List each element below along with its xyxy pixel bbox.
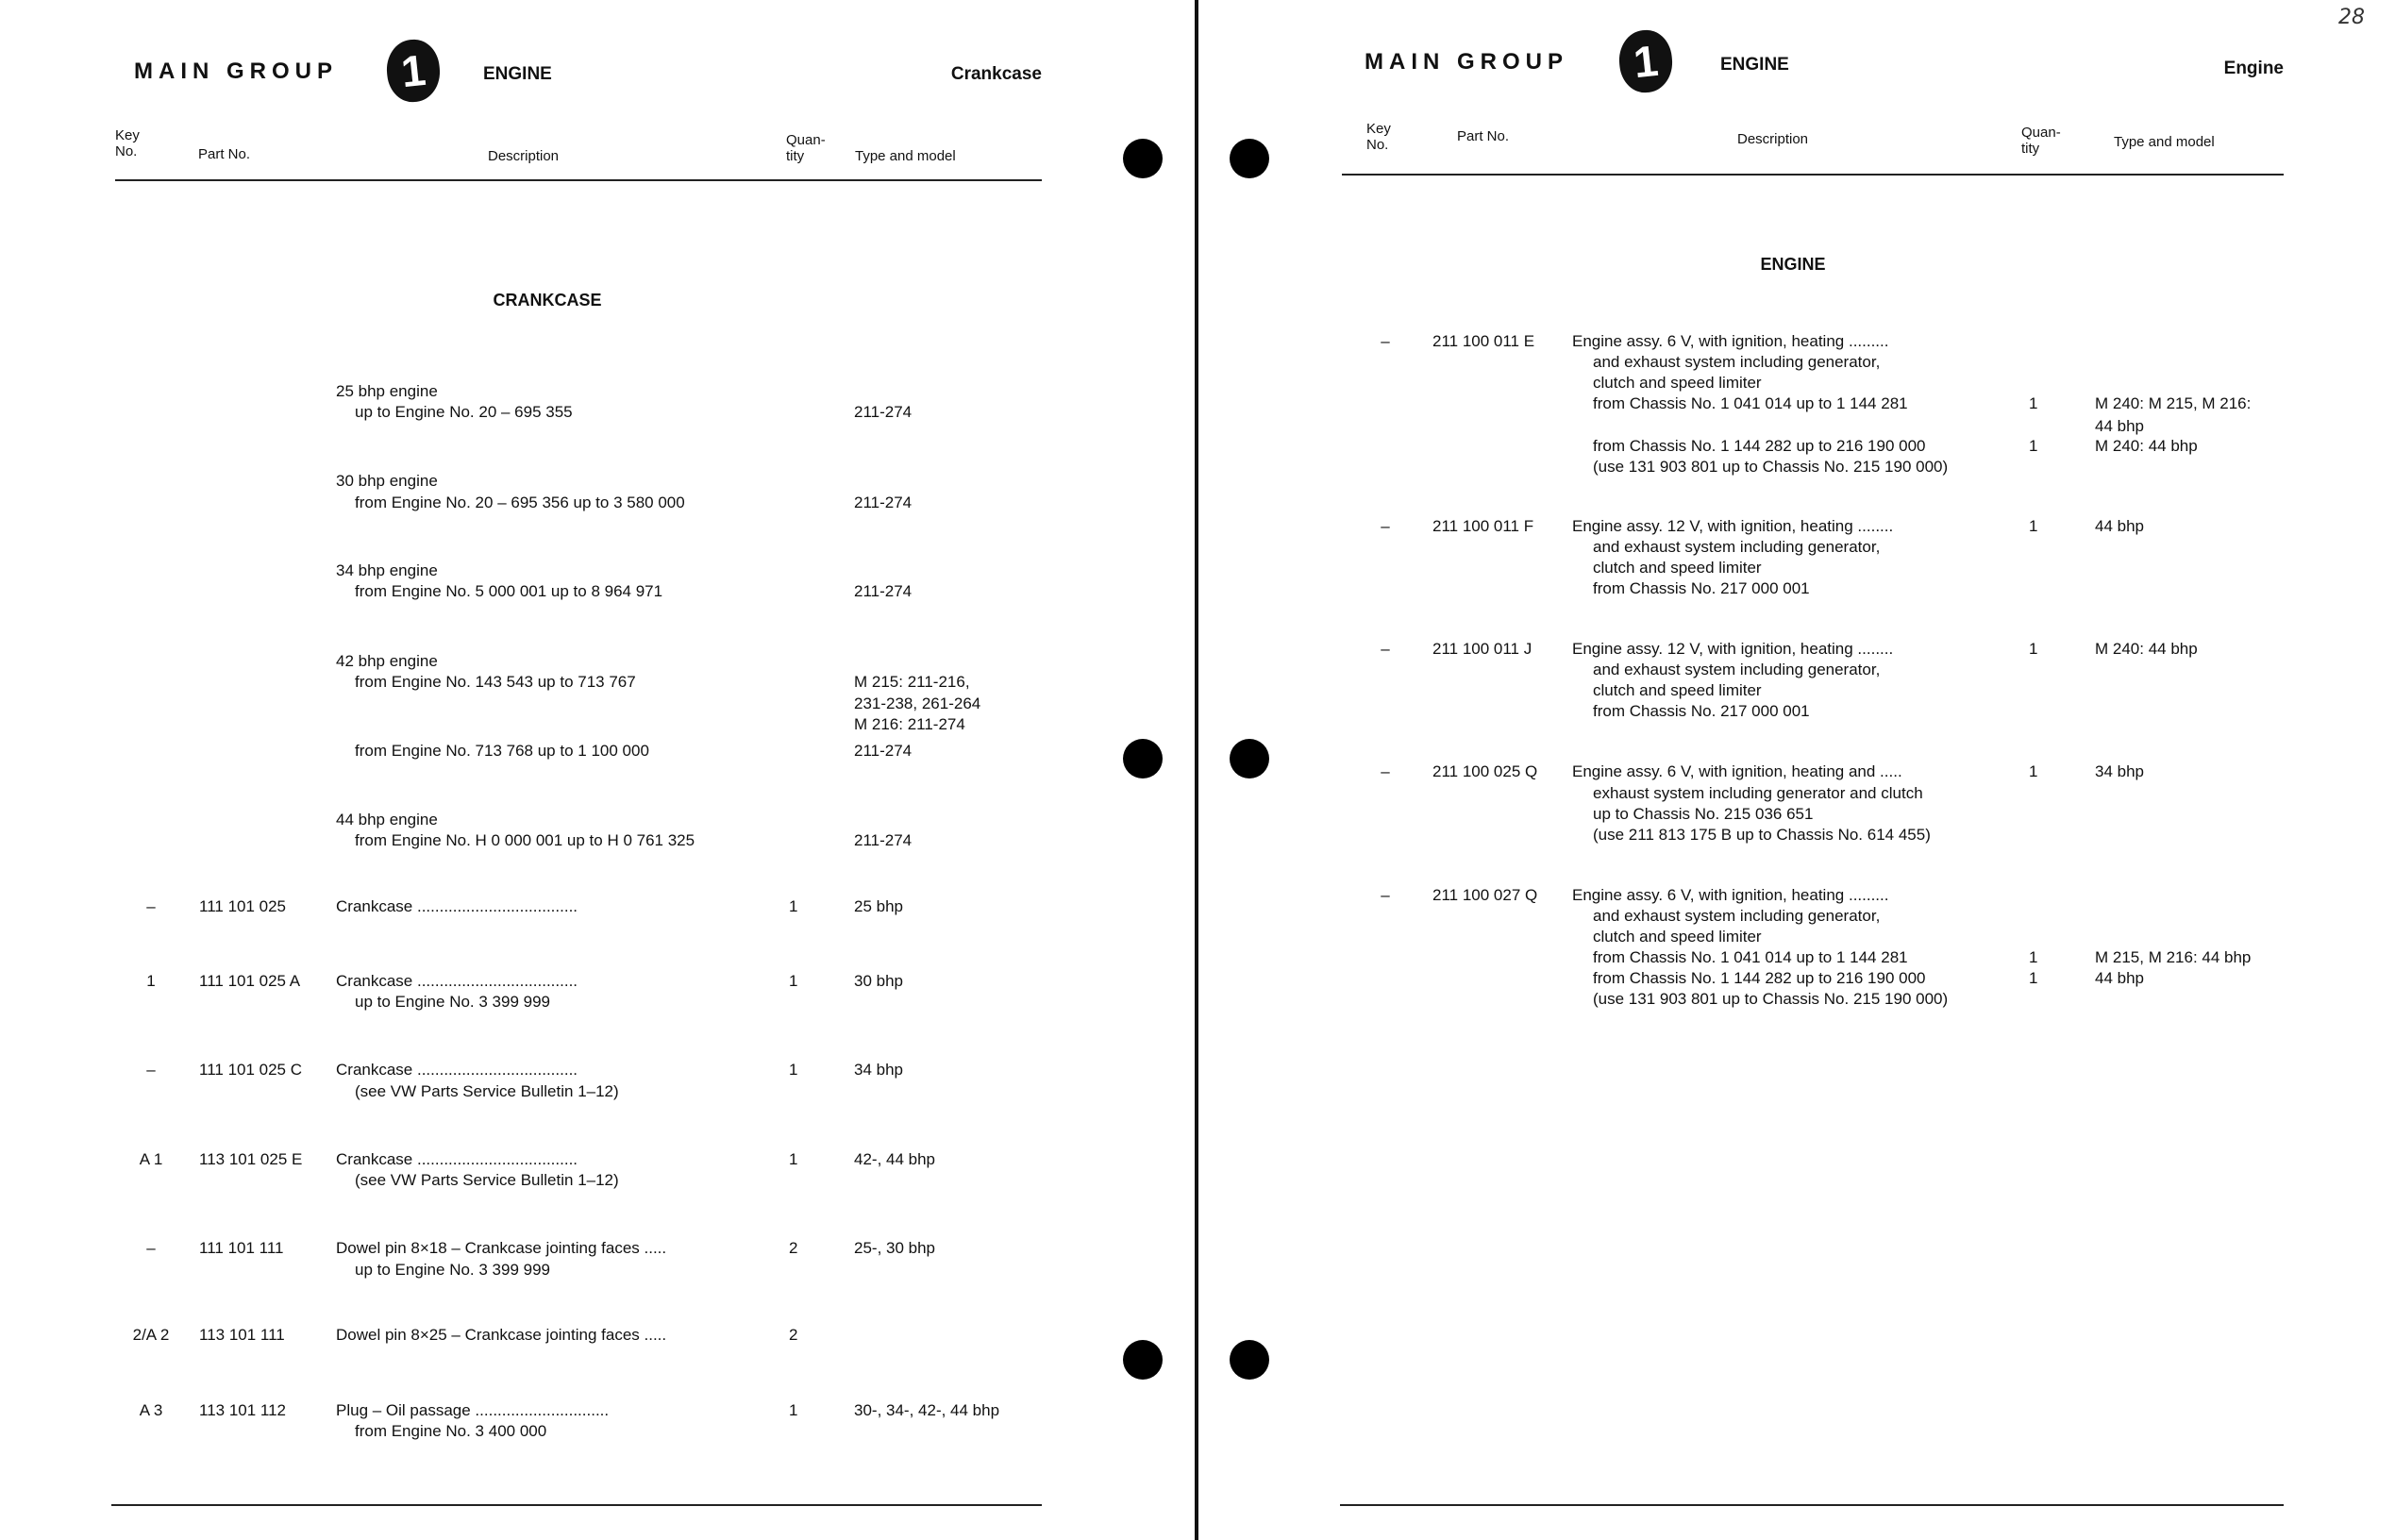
footer-rule xyxy=(1340,1504,2284,1506)
key-cell: 2/A 2 xyxy=(132,1326,170,1344)
key-cell: – xyxy=(1381,517,1390,535)
main-group-title: MAIN GROUP xyxy=(1365,49,1568,75)
part-number-cell: 211 100 011 E xyxy=(1432,332,1535,350)
type-model-cell: 44 bhp xyxy=(2095,517,2144,535)
part-number-cell: 111 101 025 C xyxy=(199,1061,303,1079)
quantity-cell: 2 xyxy=(789,1326,798,1344)
binder-hole xyxy=(1230,139,1269,178)
description-cell: Plug – Oil passage .............................. xyxy=(336,1401,610,1419)
quantity-cell: 1 xyxy=(789,1061,798,1079)
section-title: ENGINE xyxy=(483,64,552,84)
part-number-cell: 111 101 025 xyxy=(199,897,287,915)
key-cell: – xyxy=(146,897,156,915)
description-cell: 34 bhp engine xyxy=(336,561,438,579)
column-description: Description xyxy=(488,148,560,164)
description-cell: Dowel pin 8×18 – Crankcase jointing faces ..... xyxy=(336,1239,667,1257)
description-cell: Crankcase .................................... xyxy=(336,897,578,915)
type-model-cell: 211-274 xyxy=(854,403,913,421)
description-cell: up to Engine No. 3 399 999 xyxy=(355,993,550,1011)
key-cell: – xyxy=(146,1239,156,1257)
section-title: ENGINE xyxy=(1720,55,1789,75)
column-type: Type and model xyxy=(2114,134,2215,150)
description-cell: and exhaust system including generator, xyxy=(1593,538,1881,556)
description-cell: from Chassis No. 217 000 001 xyxy=(1593,702,1810,720)
part-number-cell: 211 100 011 J xyxy=(1432,640,1532,658)
key-cell: – xyxy=(1381,640,1390,658)
group-number-badge: 1 xyxy=(384,37,444,104)
key-cell: – xyxy=(1381,332,1390,350)
quantity-cell: 1 xyxy=(2029,437,2038,455)
type-model-cell: 25-, 30 bhp xyxy=(854,1239,936,1257)
description-cell: clutch and speed limiter xyxy=(1593,681,1762,699)
part-number-cell: 211 100 027 Q xyxy=(1432,886,1538,904)
description-cell: from Engine No. H 0 000 001 up to H 0 761 325 xyxy=(355,831,695,849)
description-cell: from Chassis No. 1 041 014 up to 1 144 281 xyxy=(1593,394,1908,412)
footer-rule xyxy=(111,1504,1042,1506)
description-cell: 44 bhp engine xyxy=(336,811,438,829)
binder-hole xyxy=(1230,1340,1269,1380)
type-model-cell: 44 bhp xyxy=(2095,417,2144,435)
subsection-title: Crankcase xyxy=(950,64,1042,84)
description-cell: clutch and speed limiter xyxy=(1593,559,1762,577)
part-number-cell: 211 100 025 Q xyxy=(1432,762,1538,780)
description-cell: Engine assy. 6 V, with ignition, heating and ..... xyxy=(1572,762,1902,780)
description-cell: from Engine No. 20 – 695 356 up to 3 580 000 xyxy=(355,494,685,511)
description-cell: and exhaust system including generator, xyxy=(1593,907,1881,925)
engine-title: ENGINE xyxy=(1760,255,1826,274)
description-cell: (see VW Parts Service Bulletin 1–12) xyxy=(355,1171,619,1189)
type-model-cell: 231-238, 261-264 xyxy=(854,695,981,712)
type-model-cell: 211-274 xyxy=(854,742,913,760)
binder-hole xyxy=(1123,139,1163,178)
type-model-cell: 30-, 34-, 42-, 44 bhp xyxy=(854,1401,1000,1419)
quantity-cell: 1 xyxy=(789,972,798,990)
type-model-cell: M 240: M 215, M 216: xyxy=(2095,394,2252,412)
type-model-cell: 25 bhp xyxy=(854,897,903,915)
binder-hole xyxy=(1123,739,1163,778)
type-model-cell: 211-274 xyxy=(854,831,913,849)
page-number-handwritten: 28 xyxy=(2338,6,2365,29)
crankcase-title: CRANKCASE xyxy=(493,291,602,310)
type-model-cell: M 215, M 216: 44 bhp xyxy=(2095,948,2252,966)
type-model-cell: M 240: 44 bhp xyxy=(2095,437,2198,455)
right-page xyxy=(1198,0,2395,1540)
description-cell: from Engine No. 143 543 up to 713 767 xyxy=(355,673,636,691)
type-model-cell: 34 bhp xyxy=(2095,762,2144,780)
description-cell: clutch and speed limiter xyxy=(1593,374,1762,392)
type-model-cell: 211-274 xyxy=(854,494,913,511)
description-cell: Crankcase .................................... xyxy=(336,1061,578,1079)
quantity-cell: 1 xyxy=(789,1150,798,1168)
description-cell: up to Engine No. 3 399 999 xyxy=(355,1261,550,1279)
key-cell: – xyxy=(1381,886,1390,904)
description-cell: (use 211 813 175 B up to Chassis No. 614 455) xyxy=(1593,826,1931,844)
column-part: Part No. xyxy=(198,146,251,162)
description-cell: exhaust system including generator and clutch xyxy=(1593,784,1923,802)
quantity-cell: 1 xyxy=(2029,640,2038,658)
description-cell: Engine assy. 6 V, with ignition, heating ......... xyxy=(1572,886,1889,904)
column-quantity: Quan- tity xyxy=(786,132,826,164)
group-number-badge: 1 xyxy=(1616,27,1676,94)
type-model-cell: 34 bhp xyxy=(854,1061,903,1079)
description-cell: from Engine No. 3 400 000 xyxy=(355,1422,547,1440)
quantity-cell: 1 xyxy=(2029,762,2038,780)
quantity-cell: 1 xyxy=(2029,517,2038,535)
header-rule xyxy=(115,179,1042,181)
type-model-cell: 42-, 44 bhp xyxy=(854,1150,936,1168)
description-cell: (use 131 903 801 up to Chassis No. 215 190 000) xyxy=(1593,458,1949,476)
key-cell: – xyxy=(146,1061,156,1079)
description-cell: clutch and speed limiter xyxy=(1593,928,1762,946)
key-cell: A 1 xyxy=(139,1150,163,1168)
description-cell: and exhaust system including generator, xyxy=(1593,353,1881,371)
description-cell: (see VW Parts Service Bulletin 1–12) xyxy=(355,1082,619,1100)
column-key: Key No. xyxy=(115,127,140,159)
description-cell: Crankcase .................................... xyxy=(336,972,578,990)
left-page xyxy=(0,0,1197,1540)
description-cell: 42 bhp engine xyxy=(336,652,438,670)
key-cell: A 3 xyxy=(139,1401,163,1419)
type-model-cell: 211-274 xyxy=(854,582,913,600)
quantity-cell: 1 xyxy=(2029,394,2038,412)
column-key: Key No. xyxy=(1366,121,1391,153)
key-cell: – xyxy=(1381,762,1390,780)
type-model-cell: M 216: 211-274 xyxy=(854,715,965,733)
part-number-cell: 111 101 111 xyxy=(199,1239,284,1257)
type-model-cell: M 215: 211-216, xyxy=(854,673,970,691)
key-cell: 1 xyxy=(146,972,156,990)
quantity-cell: 1 xyxy=(2029,969,2038,987)
column-quantity: Quan- tity xyxy=(2021,125,2061,157)
main-group-title: MAIN GROUP xyxy=(134,59,338,84)
quantity-cell: 2 xyxy=(789,1239,798,1257)
quantity-cell: 1 xyxy=(789,1401,798,1419)
description-cell: from Chassis No. 217 000 001 xyxy=(1593,579,1810,597)
description-cell: from Engine No. 713 768 up to 1 100 000 xyxy=(355,742,649,760)
description-cell: (use 131 903 801 up to Chassis No. 215 190 000) xyxy=(1593,990,1949,1008)
part-number-cell: 113 101 111 xyxy=(199,1326,285,1344)
description-cell: and exhaust system including generator, xyxy=(1593,661,1881,678)
description-cell: 25 bhp engine xyxy=(336,382,438,400)
type-model-cell: M 240: 44 bhp xyxy=(2095,640,2198,658)
part-number-cell: 211 100 011 F xyxy=(1432,517,1534,535)
description-cell: up to Engine No. 20 – 695 355 xyxy=(355,403,573,421)
binder-hole xyxy=(1230,739,1269,778)
description-cell: up to Chassis No. 215 036 651 xyxy=(1593,805,1814,823)
header-rule xyxy=(1342,174,2284,176)
description-cell: from Engine No. 5 000 001 up to 8 964 971 xyxy=(355,582,663,600)
quantity-cell: 1 xyxy=(2029,948,2038,966)
type-model-cell: 44 bhp xyxy=(2095,969,2144,987)
part-number-cell: 113 101 025 E xyxy=(199,1150,303,1168)
description-cell: from Chassis No. 1 144 282 up to 216 190 000 xyxy=(1593,969,1926,987)
part-number-cell: 111 101 025 A xyxy=(199,972,301,990)
description-cell: from Chassis No. 1 041 014 up to 1 144 281 xyxy=(1593,948,1908,966)
column-description: Description xyxy=(1737,131,1809,147)
description-cell: Crankcase .................................... xyxy=(336,1150,578,1168)
binder-hole xyxy=(1123,1340,1163,1380)
description-cell: Dowel pin 8×25 – Crankcase jointing faces ..... xyxy=(336,1326,667,1344)
type-model-cell: 30 bhp xyxy=(854,972,903,990)
description-cell: Engine assy. 12 V, with ignition, heating ........ xyxy=(1572,517,1894,535)
description-cell: Engine assy. 6 V, with ignition, heating ......... xyxy=(1572,332,1889,350)
column-type: Type and model xyxy=(855,148,956,164)
subsection-title: Engine xyxy=(2223,59,2284,78)
column-part: Part No. xyxy=(1457,128,1510,144)
quantity-cell: 1 xyxy=(789,897,798,915)
part-number-cell: 113 101 112 xyxy=(199,1401,287,1419)
description-cell: Engine assy. 12 V, with ignition, heating ........ xyxy=(1572,640,1894,658)
description-cell: from Chassis No. 1 144 282 up to 216 190 000 xyxy=(1593,437,1926,455)
description-cell: 30 bhp engine xyxy=(336,472,438,490)
